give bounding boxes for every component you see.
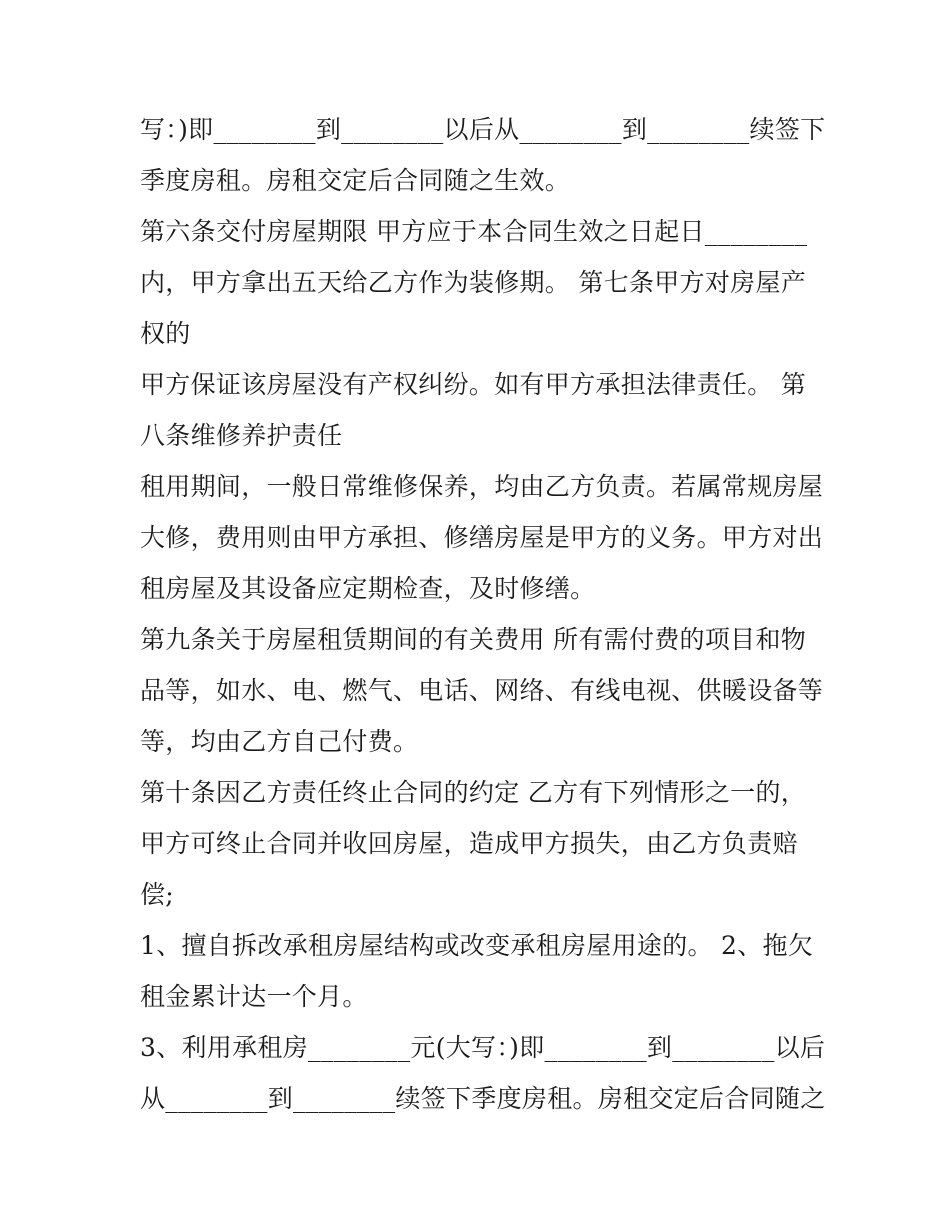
text-line: 权的 [140, 319, 191, 348]
text-line: 1、擅自拆改承租房屋结构或改变承租房屋用途的。 2、拖欠 [140, 931, 814, 960]
text-line: 八条维修养护责任 [140, 421, 343, 450]
text-line: 甲方保证该房屋没有产权纠纷。如有甲方承担法律责任。 第 [140, 370, 807, 399]
text-line: 偿; [140, 880, 175, 909]
text-line: 从________到________续签下季度房租。房租交定后合同随之 [140, 1084, 826, 1113]
text-line: 租金累计达一个月。 [140, 982, 368, 1011]
text-line: 第九条关于房屋租赁期间的有关费用 所有需付费的项目和物 [140, 625, 807, 654]
contract-text [140, 104, 830, 1124]
text-line: 租房屋及其设备应定期检查，及时修缮。 [140, 574, 596, 603]
text-line: 甲方可终止合同并收回房屋，造成甲方损失，由乙方负责赔 [140, 829, 798, 858]
text-line: 品等，如水、电、燃气、电话、网络、有线电视、供暖设备等 [140, 676, 824, 705]
text-line: 第十条因乙方责任终止合同的约定 乙方有下列情形之一的， [140, 778, 807, 807]
text-line: 租用期间，一般日常维修保养，均由乙方负责。若属常规房屋 [140, 472, 824, 501]
text-line: 写：)即________到________以后从________到________续签下 [140, 115, 826, 144]
text-line: 季度房租。房租交定后合同随之生效。 [140, 166, 571, 195]
text-line: 3、利用承租房________元(大写：)即________到________以后 [140, 1033, 826, 1062]
text-line: 内，甲方拿出五天给乙方作为装修期。 第七条甲方对房屋产 [140, 268, 807, 297]
text-line: 大修，费用则由甲方承担、修缮房屋是甲方的义务。甲方对出 [140, 523, 824, 552]
text-line: 等，均由乙方自己付费。 [140, 727, 419, 756]
text-line: 第六条交付房屋期限 甲方应于本合同生效之日起日________ [140, 217, 808, 246]
